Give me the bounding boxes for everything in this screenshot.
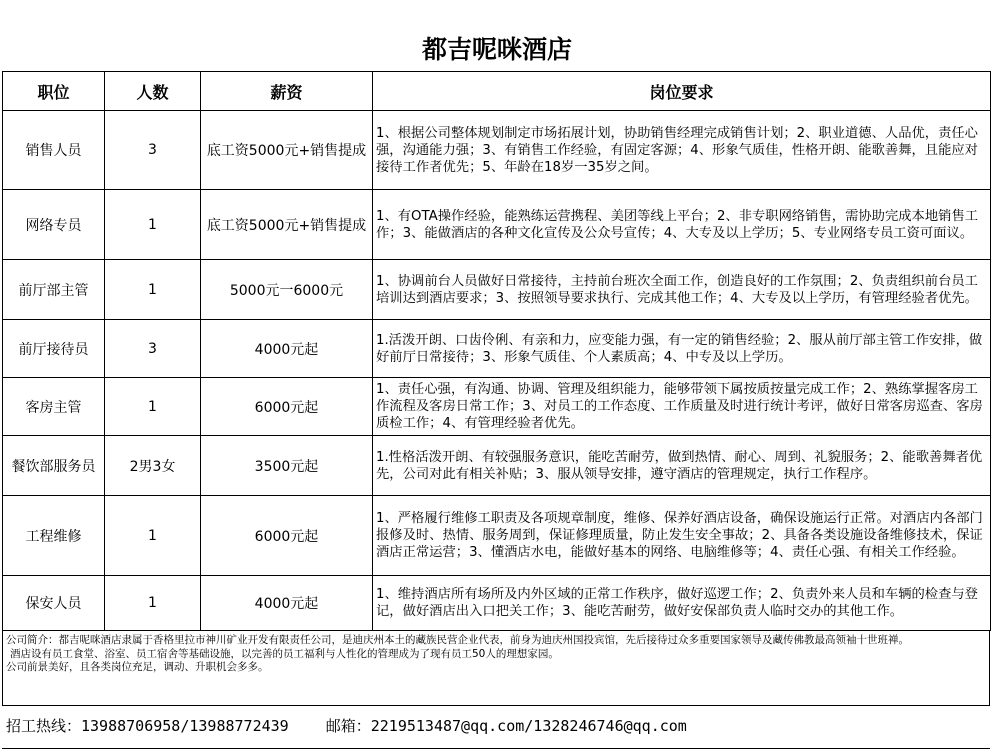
table-row (3, 576, 991, 631)
cell-count: 1 (105, 576, 201, 631)
cell-salary: 6000元起 (201, 496, 373, 576)
cell-requirement: 1.性格活泼开朗、有较强服务意识，能吃苦耐劳，做到热情、耐心、周到、礼貌服务；2、能歌善舞者优先，公司对此有相关补贴；3、服从领导安排，遵守酒店的管理规定，执行工作程序。 (373, 436, 991, 496)
intro-line-2: 酒店设有员工食堂、浴室、员工宿舍等基础设施，以完善的员工福利与人性化的管理成为了现有员工50人的理想家园。 (10, 647, 559, 660)
cell-requirement: 1、协调前台人员做好日常接待，主持前台班次全面工作，创造良好的工作氛围；2、负责组织前台员工培训达到酒店要求；3、按照领导要求执行、完成其他工作；4、大专及以上学历，有管理经验者优先。 (373, 260, 991, 320)
jobs-table (2, 71, 991, 631)
recruitment-hotline: 招工热线：13988706958/13988772439 (6, 717, 289, 735)
cell-salary: 5000元一6000元 (201, 260, 373, 320)
cell-salary: 底工资5000元+销售提成 (201, 111, 373, 190)
cell-position: 前厅部主管 (3, 260, 105, 320)
cell-count: 1 (105, 190, 201, 260)
page-title: 都吉呢咪酒店 (421, 35, 572, 64)
cell-salary: 6000元起 (201, 378, 373, 436)
cell-count: 3 (105, 111, 201, 190)
table-row (3, 496, 991, 576)
table-row (3, 111, 991, 190)
intro-line-1: 公司简介：都吉呢咪酒店隶属于香格里拉市神川矿业开发有限责任公司，是迪庆州本土的藏族民营企业代表，前身为迪庆州国投宾馆，先后接待过众多重要国家领导及藏传佛教最高领袖十世班禅。 (6, 634, 909, 646)
contact-email: 邮箱：2219513487@qq.com/1328246746@qq.com (325, 717, 687, 735)
header-count: 人数 (105, 72, 201, 111)
cell-position: 客房主管 (3, 378, 105, 436)
cell-count: 3 (105, 320, 201, 378)
cell-position: 餐饮部服务员 (3, 436, 105, 496)
contact-bar (2, 705, 990, 749)
cell-count: 1 (105, 378, 201, 436)
cell-requirement: 1、根据公司整体规划制定市场拓展计划，协助销售经理完成销售计划；2、职业道德、人品优，责任心强，沟通能力强；3、有销售工作经验，有固定客源；4、形象气质佳，性格开朗、能歌善舞，且能应对接待工作者优先；5、年龄在18岁一35岁之间。 (373, 111, 991, 190)
table-row (3, 378, 991, 436)
cell-salary: 4000元起 (201, 320, 373, 378)
table-row (3, 436, 991, 496)
header-position: 职位 (3, 72, 105, 111)
intro-line-3: 公司前景美好，且各类岗位充足，调动、升职机会多多。 (6, 661, 269, 673)
cell-requirement: 1、严格履行维修工职责及各项规章制度，维修、保养好酒店设备，确保设施运行正常。对酒店内各部门报修及时、热情、服务周到，保证修理质量，防止发生安全事故；2、具备各类设施设备维修技术，保证酒店正常运营；3、懂酒店水电，能做好基本的网络、电脑维修等；4、责任心强、有相关工作经验。 (373, 496, 991, 576)
cell-position: 前厅接待员 (3, 320, 105, 378)
cell-count: 2男3女 (105, 436, 201, 496)
cell-salary: 底工资5000元+销售提成 (201, 190, 373, 260)
table-row (3, 320, 991, 378)
cell-requirement: 1.活泼开朗、口齿伶俐、有亲和力，应变能力强，有一定的销售经验；2、服从前厅部主管工作安排，做好前厅日常接待；3、形象气质佳、个人素质高；4、中专及以上学历。 (373, 320, 991, 378)
cell-count: 1 (105, 496, 201, 576)
cell-requirement: 1、维持酒店所有场所及内外区域的正常工作秩序，做好巡逻工作；2、负责外来人员和车辆的检查与登记，做好酒店出入口把关工作；3、能吃苦耐劳，做好安保部负责人临时交办的其他工作。 (373, 576, 991, 631)
cell-salary: 4000元起 (201, 576, 373, 631)
header-requirement: 岗位要求 (373, 72, 991, 111)
table-header-row (3, 72, 991, 111)
cell-count: 1 (105, 260, 201, 320)
cell-requirement: 1、有OTA操作经验，能熟练运营携程、美团等线上平台；2、非专职网络销售，需协助完成本地销售工作；3、能做酒店的各种文化宣传及公众号宣传；4、大专及以上学历；5、专业网络专员工资可面议。 (373, 190, 991, 260)
table-row (3, 260, 991, 320)
company-intro (2, 632, 990, 677)
table-row (3, 190, 991, 260)
cell-salary: 3500元起 (201, 436, 373, 496)
cell-position: 保安人员 (3, 576, 105, 631)
cell-requirement: 1、责任心强，有沟通、协调、管理及组织能力，能够带领下属按质按量完成工作；2、熟练掌握客房工作流程及客房日常工作；3、对员工的工作态度、工作质量及时进行统计考评，做好日常客房巡查、客房质检工作；4、有管理经验者优先。 (373, 378, 991, 436)
cell-position: 工程维修 (3, 496, 105, 576)
cell-position: 销售人员 (3, 111, 105, 190)
header-salary: 薪资 (201, 72, 373, 111)
cell-position: 网络专员 (3, 190, 105, 260)
